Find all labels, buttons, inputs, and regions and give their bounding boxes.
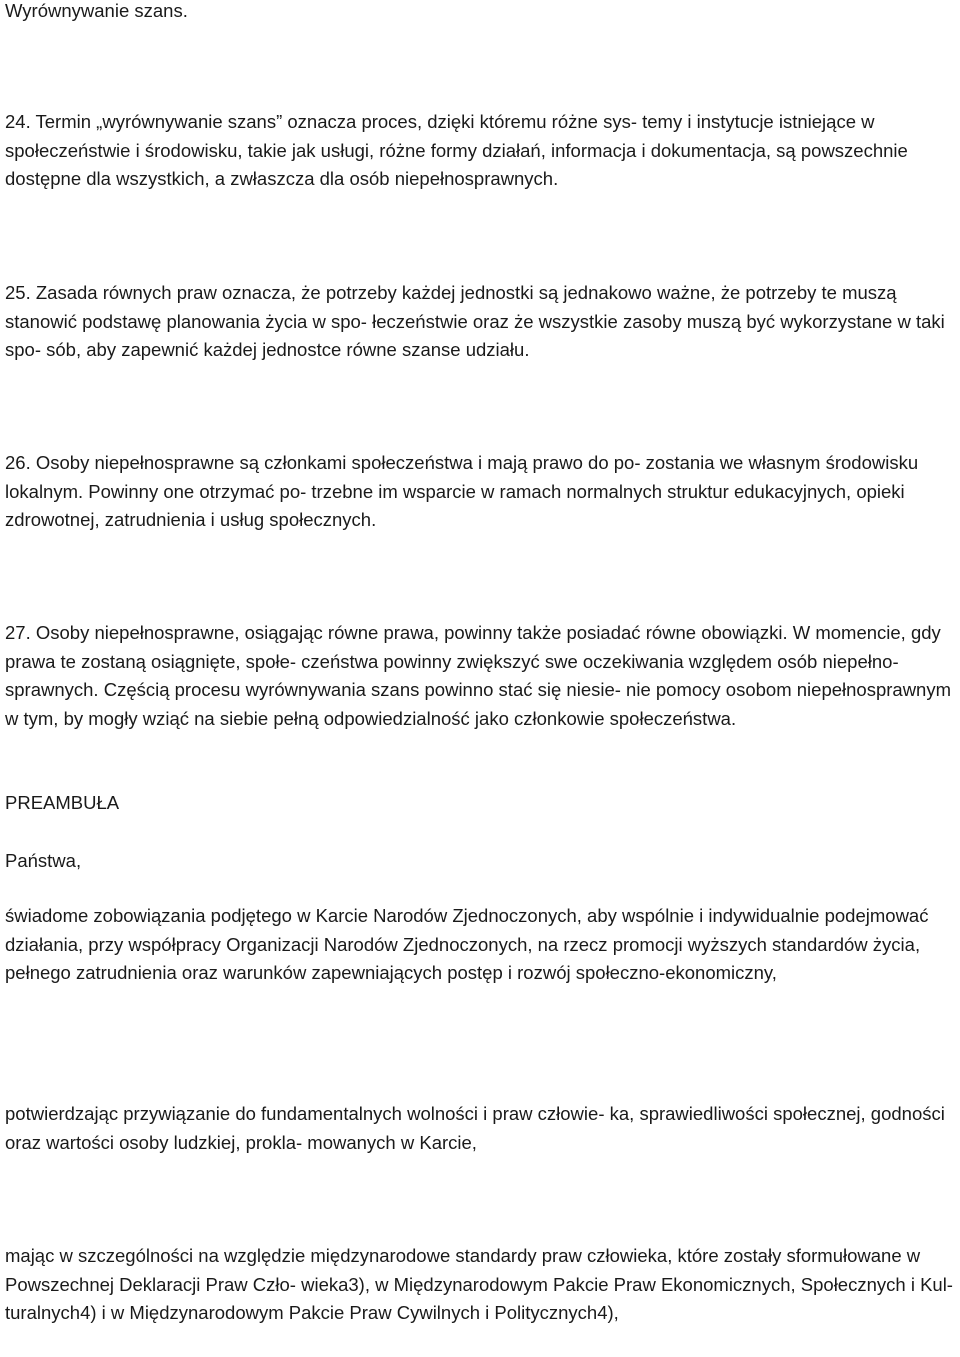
preamble-paragraph-un-charter: świadome zobowiązania podjętego w Karcie Narodów Zjednoczonych, aby wspólnie i indywidualnie podejmować działania, przy współpracy Organizacji Narodów Zjednoczonych, na rzecz promocji wyższych standardów życia, pełnego zatrudnienia oraz warunków zapewniających postęp i rozwój społeczno-ekonomiczny,	[5, 905, 929, 983]
preamble-paragraph-fundamental-rights: potwierdzając przywiązanie do fundamentalnych wolności i praw człowie- ka, sprawiedliwości społecznej, godności oraz wartości osoby ludzkiej, prokla- mowanych w Karcie,	[5, 1103, 945, 1153]
preamble-paragraph-international-standards: mając w szczególności na względzie międzynarodowe standardy praw człowieka, które zostały sformułowane w Powszechnej Deklaracji Praw Czło- wieka3), w Międzynarodowym Pakcie Praw Ekonomicznych, Społecznych i Kul- turalnych4) i w Międzynarodowym Pakcie Praw Cywilnych i Politycznych4),	[5, 1245, 953, 1323]
paragraph-24: 24. Termin „wyrównywanie szans” oznacza proces, dzięki któremu różne sys- temy i instytucje istniejące w społeczeństwie i środowisku, takie jak usługi, różne formy działań, informacja i dokumentacja, są powszechnie dostępne dla wszystkich, a zwłaszcza dla osób niepełnosprawnych.	[5, 111, 908, 189]
preamble-heading: PREAMBUŁA	[5, 792, 120, 813]
paragraph-26: 26. Osoby niepełnosprawne są członkami społeczeństwa i mają prawo do po- zostania we własnym środowisku lokalnym. Powinny one otrzymać po- trzebne im wsparcie w ramach normalnych struktur edukacyjnych, opieki zdrowotnej, zatrudnienia i usług społecznych.	[5, 452, 919, 530]
paragraph-27: 27. Osoby niepełnosprawne, osiągając równe prawa, powinny także posiadać równe obowiązki. W momencie, gdy prawa te zostaną osiągnięte, społe- czeństwa powinny zwiększyć swe oczekiwania względem osób niepełno- sprawnych. Częścią procesu wyrównywania szans powinno stać się niesie- nie pomocy osobom niepełnosprawnym w tym, by mogły wziąć na siebie pełną odpowiedzialność jako członkowie społeczeństwa.	[5, 622, 952, 729]
section-title: Wyrównywanie szans.	[5, 0, 188, 21]
paragraph-25: 25. Zasada równych praw oznacza, że potrzeby każdej jednostki są jednakowo ważne, że potrzeby te muszą stanowić podstawę planowania życia w spo- łeczeństwie oraz że wszystkie zasoby muszą być wykorzystane w taki spo- sób, aby zapewnić każdej jednostce równe szanse udziału.	[5, 282, 945, 360]
states-label: Państwa,	[5, 850, 82, 871]
